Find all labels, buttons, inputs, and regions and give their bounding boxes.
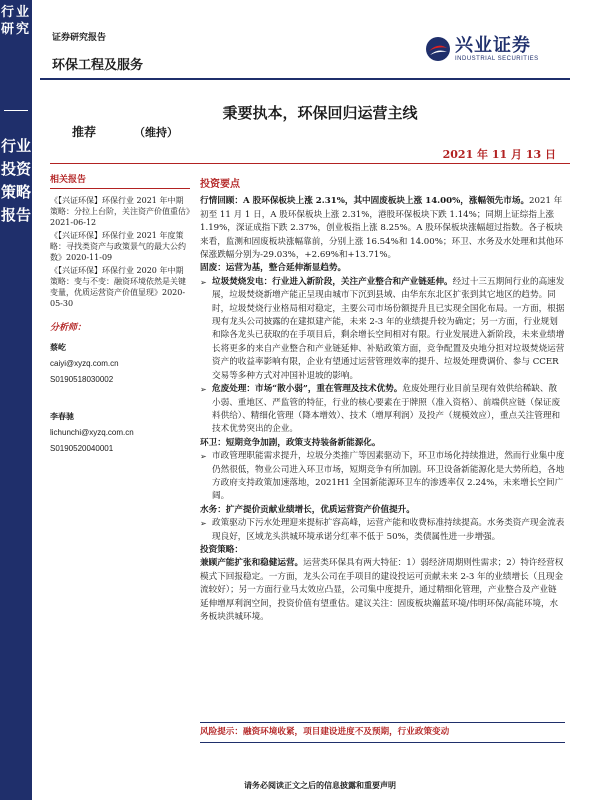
logo-mark-icon: [425, 36, 451, 62]
report-type: 证券研究报告: [52, 33, 107, 43]
analyst-cert-number: S0190520040001: [50, 444, 114, 453]
disclaimer-footer: 请务必阅读正文之后的信息披露和重要声明: [244, 780, 396, 790]
market-review-lead: 行情回顾：A 股环保板块上涨 2.31%，其中固废板块上涨 14.00%，涨幅领先市场。: [200, 196, 530, 207]
list-item: [200, 517, 565, 544]
related-reports-heading: 相关报告: [50, 175, 190, 189]
list-item: [200, 450, 565, 504]
strategy-body: 运营类环保具有两大特征：1）弱经济周期则性需求；2）特许经营权模式下回报稳定。一方面，龙头公司在手项目的建设投运可贡献未来 2-3 年的业绩增长（且现金流较好）；另一方面行业马太效应凸显，公司集中度提升，通过精细化管理，产业整合及产业链延伸增厚利润空间，投资价值有望重估。建议关注：固废板块瀚蓝环境/伟明环保/高能环境，水务板块洪城环境。: [200, 558, 564, 622]
bullet-body: 市政管理职能需求提升，垃圾分类推广等因素驱动下，环卫市场化持续推进，然而行业集中度仍然很低，物业公司进入环卫市场，短期竞争有所加剧。环卫设备新能源化是大势所趋，各地方政府支持政策加速落地，2021H1 全国新能源环卫车的渗透率仅 2.24%，未来增长空间广阔。: [212, 451, 565, 502]
analyst-name: 蔡屹: [50, 342, 66, 352]
bullet-body: 政策驱动下污水处理迎来提标扩容高峰，运营产能和收费标准持续提高。水务类资产现金流表现良好，区域龙头洪城环境承诺分红率不低于 50%，类债属性进一步增强。: [212, 518, 565, 542]
band-category-label: 行业研究: [0, 5, 31, 37]
investment-highlights-heading: 投资要点: [200, 179, 240, 190]
related-report-item[interactable]: 《【兴证环保】环保行业 2021 年度策略：寻找类资产与政策景气的最大公约数》2020-11-09: [50, 231, 186, 262]
analyst-email[interactable]: caiyi@xyzq.com.cn: [50, 359, 119, 368]
market-review-body: 2021 年初至 11 月 1 日，A 股环保板块上涨 2.31%，港股环保板块下跌 1.14%；同期上证综指上涨 1.19%，深证成指下跌 2.37%，创业板指上涨 8.25%。A 股环保板块涨幅超过指数。各子板块来看，监测和固废板块涨幅靠前，分别上涨 16.54%和 14.00%；环卫、水务及水处理和其他环保涨跌幅分别为-29.03%，+2.69%和+13.71%。: [200, 196, 564, 261]
sidebar: [50, 175, 190, 454]
band-report-type-label: 行业投资策略报告: [0, 137, 31, 224]
header-rule: [40, 78, 570, 80]
arrow-bullet-icon: ➢: [200, 519, 207, 529]
rating-label: 推荐: [72, 125, 97, 139]
related-report-item[interactable]: 《【兴证环保】环保行业 2021 年中期策略：分拉上台阶，关注资产价值重估》2021-06-12: [50, 196, 190, 227]
logo-english-name: INDUSTRIAL SECURITIES: [455, 56, 539, 62]
report-date: 2021 年 11 月 13 日: [442, 148, 556, 161]
report-title: 秉要执本，环保回归运营主线: [222, 104, 418, 122]
rating-status: （维持）: [134, 126, 178, 139]
risk-warning: 风险提示：融资环境收紧，项目建设进度不及预期，行业政策变动: [200, 722, 565, 743]
list-item: [200, 383, 565, 437]
solid-waste-heading: 固废：运营为基，整合延伸渐显趋势。: [200, 263, 347, 274]
market-review-paragraph: [200, 195, 565, 262]
list-item: [200, 276, 565, 383]
arrow-bullet-icon: ➢: [200, 385, 207, 395]
analyst-cert-number: S0190518030002: [50, 375, 114, 384]
analyst-card: [50, 411, 190, 454]
date-rule: [50, 163, 570, 164]
related-report-item[interactable]: 《【兴证环保】环保行业 2020 年中期策略：变与不变：融资环境依然是关键变量，优质运营资产价值显现》2020-05-30: [50, 266, 186, 308]
analyst-email[interactable]: lichunchi@xyzq.com.cn: [50, 428, 134, 437]
analyst-card: [50, 342, 190, 385]
main-content: [200, 178, 565, 624]
company-logo: [425, 36, 539, 62]
arrow-bullet-icon: ➢: [200, 277, 207, 287]
bullet-body: 危废处理行业目前呈现有效供给稀缺、散小弱、重地区、严监管的特征，行业的核心要素在于牌照（准入资格）、前端供应链（保证废料供给）、精细化管理（降本增效）、技术（增厚利润）及投产（规模效应），重点关注管理和技术优势突出的企业。: [212, 384, 561, 435]
strategy-paragraph: [200, 557, 565, 624]
analyst-name: 李春驰: [50, 411, 74, 421]
bullet-lead: 垃圾焚烧发电：行业进入新阶段，关注产业整合和产业链延伸。: [212, 276, 453, 287]
industry-name: 环保工程及服务: [52, 58, 144, 73]
analyst-heading: 分析师：: [50, 323, 87, 333]
strategy-heading: 投资策略：: [200, 544, 243, 555]
water-heading: 水务：扩产提价贡献业绩增长，优质运营资产价值提升。: [200, 504, 415, 515]
sanitation-heading: 环卫：短期竞争加剧，政策支持装备新能源化。: [200, 437, 381, 448]
bullet-lead: 危废处理：市场“散小弱”，重在管理及技术优势。: [212, 384, 403, 395]
arrow-bullet-icon: ➢: [200, 452, 207, 462]
logo-chinese-name: 兴业证券: [455, 35, 531, 56]
bullet-body: 经过十三五期间行业的高速发展，垃圾焚烧新增产能正呈现由城市下沉到县域、由华东东北区扩张到其它地区的趋势。同时，垃圾焚烧行业格局相对稳定，主要公司市场份额提升且已实现全国化布局。一方面，根据现有龙头公司披露的在建拟建产能，未来 2-3 年的业绩提升较为确定；另一方面，行业规划和除各龙头已获取的在手项目后，剩余增长空间相对有限。行业发展进入新阶段，未来业绩增长将更多的来自产业整合和产业链延伸、补贴政策方面，竞争配置及央地分担对垃圾焚烧运营资产的收益率影响有限，企业有望通过运营管理效率的提升、垃圾处理费调价、参与 CCER 交易等多种方式对冲国补退坡的影响。: [212, 276, 565, 381]
strategy-lead: 兼顾产能扩张和稳健运营。: [200, 558, 304, 569]
